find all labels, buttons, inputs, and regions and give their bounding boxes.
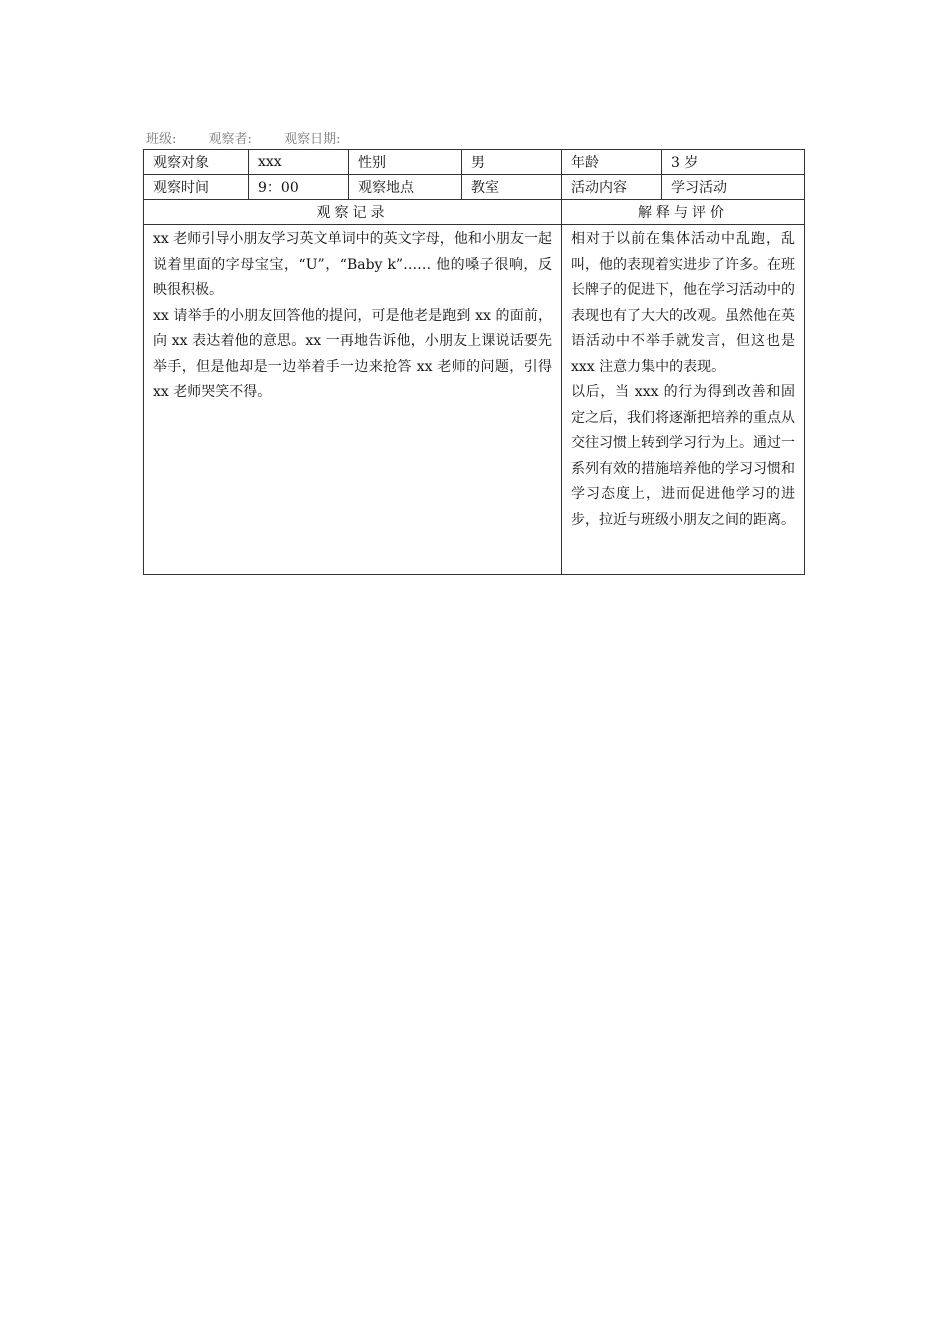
subject-label: 观察对象 xyxy=(144,150,249,175)
class-label: 班级: xyxy=(146,132,177,147)
activity-label: 活动内容 xyxy=(562,175,662,200)
place-label: 观察地点 xyxy=(349,175,462,200)
table-row xyxy=(144,150,805,175)
table-row xyxy=(144,175,805,200)
document-header xyxy=(146,128,368,147)
time-value: 9：00 xyxy=(249,175,349,200)
table-row xyxy=(144,200,805,225)
time-label: 观察时间 xyxy=(144,175,249,200)
record-cell xyxy=(144,225,562,575)
evaluation-paragraph: 相对于以前在集体活动中乱跑，乱叫，他的表现着实进步了许多。在班长牌子的促进下，他在学习活动中的表现也有了大大的改观。虽然他在英语活动中不举手就发言，但这也是 xxx 注意力集中的表现。 xyxy=(571,231,795,375)
gender-value: 男 xyxy=(462,150,562,175)
record-header: 观察记录 xyxy=(144,200,562,225)
gender-label: 性别 xyxy=(349,150,462,175)
age-value: 3 岁 xyxy=(662,150,805,175)
activity-value: 学习活动 xyxy=(662,175,805,200)
subject-value: xxx xyxy=(249,150,349,175)
observer-label: 观察者: xyxy=(208,132,252,147)
evaluation-header: 解释与评价 xyxy=(562,200,805,225)
observation-table xyxy=(143,149,805,575)
date-label: 观察日期: xyxy=(284,132,341,147)
evaluation-cell xyxy=(562,225,805,575)
age-label: 年龄 xyxy=(562,150,662,175)
place-value: 教室 xyxy=(462,175,562,200)
record-paragraph: xx 老师引导小朋友学习英文单词中的英文字母，他和小朋友一起说着里面的字母宝宝，“U”，“Baby k”…… 他的嗓子很响，反映很积极。 xyxy=(153,231,552,298)
table-row xyxy=(144,225,805,575)
record-paragraph: xx 请举手的小朋友回答他的提问，可是他老是跑到 xx 的面前，向 xx 表达着他的意思。xx 一再地告诉他，小朋友上课说话要先举手，但是他却是一边举着手一边来抢答 xx 老师的问题，引得 xx 老师哭笑不得。 xyxy=(153,307,552,400)
evaluation-paragraph: 以后，当 xxx 的行为得到改善和固定之后，我们将逐渐把培养的重点从交往习惯上转到学习行为上。通过一系列有效的措施培养他的学习习惯和学习态度上，进而促进他学习的进步，拉近与班级小朋友之间的距离。 xyxy=(571,384,795,528)
